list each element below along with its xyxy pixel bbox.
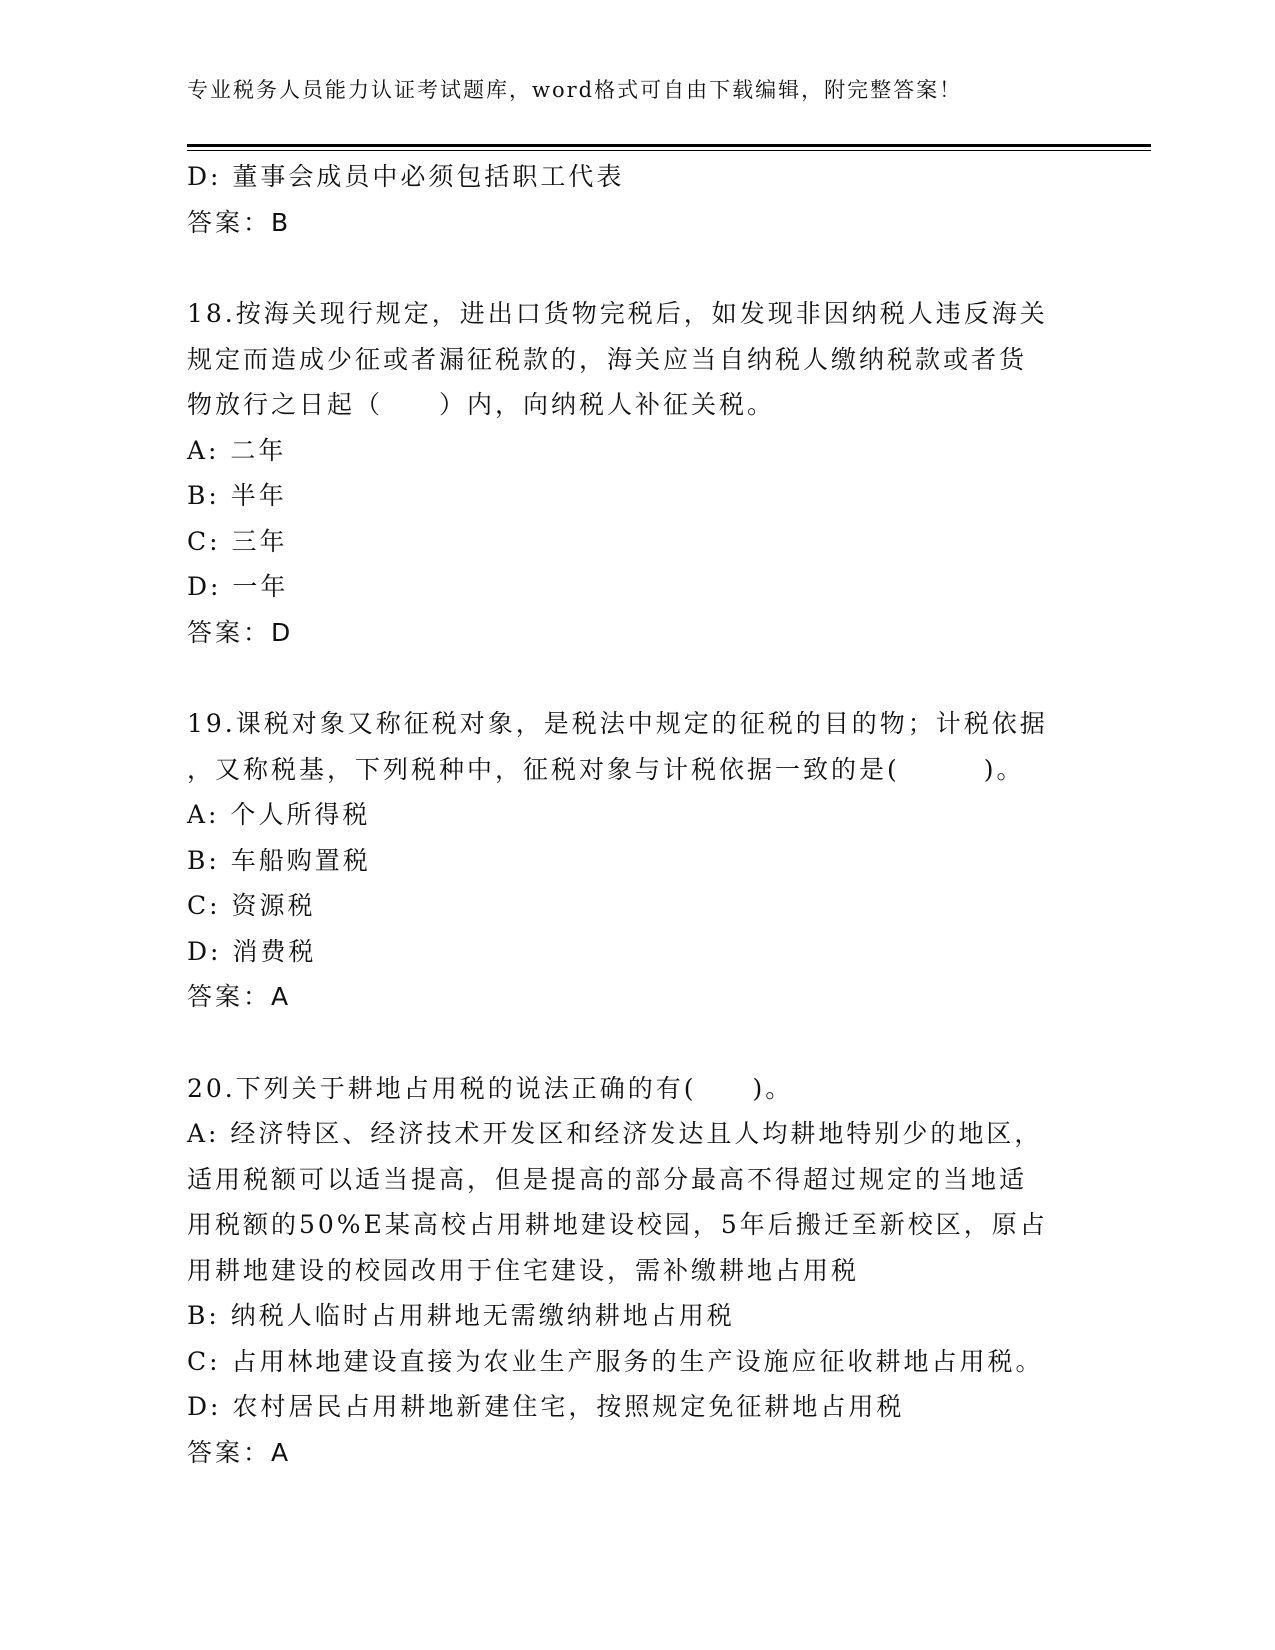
question-text-line: 规定而造成少征或者漏征税款的，海关应当自纳税人缴纳税款或者货 [187, 344, 1028, 374]
option-a: A: 个人所得税 [187, 800, 371, 829]
option-c: C: 三年 [187, 526, 288, 556]
option-d: D: 农村居民占用耕地新建住宅，按照规定免征耕地占用税 [187, 1392, 905, 1421]
question-text-line: 物放行之日起（ ）内，向纳税人补征关税。 [187, 390, 776, 419]
page-header: 专业税务人员能力认证考试题库，word格式可自由下载编辑，附完整答案！ [187, 78, 963, 102]
question-20 [187, 1066, 1087, 1476]
option-b: B: 车船购置税 [187, 845, 371, 875]
question-content [187, 154, 1087, 1475]
question-19 [187, 701, 1087, 1020]
spacer [187, 655, 1087, 701]
option-d: D: 消费税 [187, 936, 317, 966]
question-text-line: ，又称税基，下列税种中，征税对象与计税依据一致的是( )。 [187, 754, 1025, 784]
option-a: A: 二年 [187, 435, 287, 465]
question-text-line: 18.按海关现行规定，进出口货物完税后，如发现非因纳税人违反海关 [187, 299, 1048, 328]
answer: 答案：A [187, 982, 292, 1011]
spacer [187, 1020, 1087, 1066]
question-18 [187, 291, 1087, 655]
header-rule-thin [187, 150, 1151, 151]
question-text-line: 20.下列关于耕地占用税的说法正确的有( )。 [187, 1073, 794, 1103]
option-a-line: 用耕地建设的校园改用于住宅建设，需补缴耕地占用税 [187, 1255, 860, 1285]
spacer [187, 245, 1087, 291]
question-text-line: 19.课税对象又称征税对象，是税法中规定的征税的目的物；计税依据 [187, 709, 1048, 738]
option-c: C: 占用林地建设直接为农业生产服务的生产设施应征收耕地占用税。 [187, 1346, 1044, 1376]
option-d: D: 一年 [187, 572, 289, 601]
prev-question-answer: 答案：B [187, 207, 292, 237]
option-b: B: 纳税人临时占用耕地无需缴纳耕地占用税 [187, 1301, 735, 1330]
answer: 答案：A [187, 1437, 292, 1467]
prev-question-option-d: D: 董事会成员中必须包括职工代表 [187, 162, 625, 191]
option-a-line: A: 经济特区、经济技术开发区和经济发达且人均耕地特别少的地区， [187, 1119, 1043, 1148]
option-b: B: 半年 [187, 481, 287, 510]
header-rule-thick [187, 144, 1151, 147]
option-a-line: 用税额的50%E某高校占用耕地建设校园，5年后搬迁至新校区，原占 [187, 1210, 1048, 1239]
answer: 答案：D [187, 617, 294, 647]
option-c: C: 资源税 [187, 891, 316, 920]
option-a-line: 适用税额可以适当提高，但是提高的部分最高不得超过规定的当地适 [187, 1164, 1028, 1194]
